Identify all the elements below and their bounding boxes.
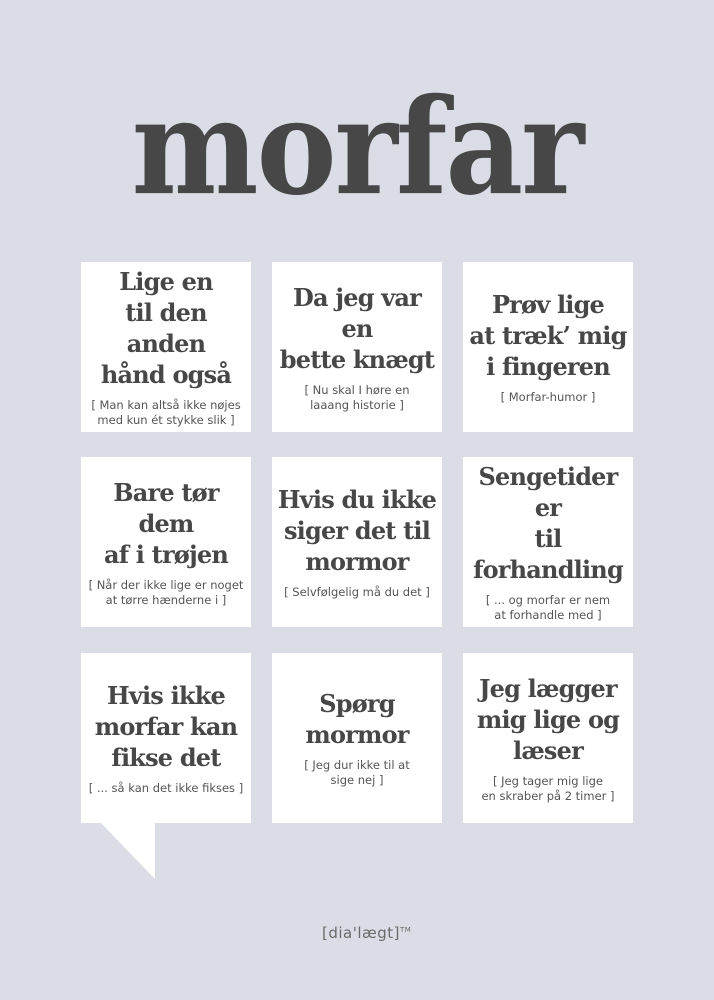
- phrase-card: [272, 457, 442, 627]
- phrase-headline: Sengetider er til forhandling: [473, 462, 623, 584]
- phrase-card: [81, 262, 251, 432]
- speech-bubble-tail: [81, 821, 161, 883]
- phrase-explanation: [ ... så kan det ikke fikses ]: [88, 781, 244, 795]
- phrase-headline: Bare tør dem af i trøjen: [103, 477, 229, 569]
- phrase-explanation: [ Nu skal I høre en laaang historie ]: [304, 382, 410, 412]
- phrase-explanation: [ ... og morfar er nem at forhandle med ]: [485, 593, 611, 622]
- dialaegt-logo: [322, 924, 411, 942]
- phrase-explanation: [ Jeg tager mig lige en skraber på 2 timer ]: [481, 773, 615, 803]
- phrase-explanation: [ Man kan altså ikke nøjes med kun ét stykke slik ]: [91, 398, 241, 427]
- phrase-card: [81, 457, 251, 627]
- phrase-explanation: [ Jeg dur ikke til at sige nej ]: [304, 758, 410, 787]
- phrase-card: [463, 457, 633, 627]
- logo-text: [dia'lægt]: [322, 924, 401, 942]
- trademark-mark: TM: [400, 926, 412, 934]
- phrase-card: [463, 653, 633, 823]
- phrase-explanation: [ Morfar-humor ]: [500, 390, 596, 404]
- phrase-card: [272, 262, 442, 432]
- phrase-explanation: [ Selvfølgelig må du det ]: [284, 585, 430, 599]
- poster-title: morfar: [131, 69, 583, 226]
- phrase-card: [81, 653, 251, 823]
- phrase-headline: Hvis ikke morfar kan fikse det: [94, 681, 238, 772]
- phrase-headline: Prøv lige at træk’ mig i fingeren: [469, 290, 627, 381]
- phrase-headline: Jeg lægger mig lige og læser: [476, 673, 620, 765]
- phrase-headline: Hvis du ikke siger det til mormor: [277, 485, 437, 576]
- phrase-headline: Spørg mormor: [305, 689, 409, 749]
- phrase-explanation: [ Når der ikke lige er noget at tørre hænderne i ]: [88, 577, 244, 607]
- phrase-card: [272, 653, 442, 823]
- phrase-headline: Da jeg var en bette knægt: [279, 282, 435, 374]
- phrase-headline: Lige en til den anden hånd også: [100, 267, 232, 389]
- phrase-card: [463, 262, 633, 432]
